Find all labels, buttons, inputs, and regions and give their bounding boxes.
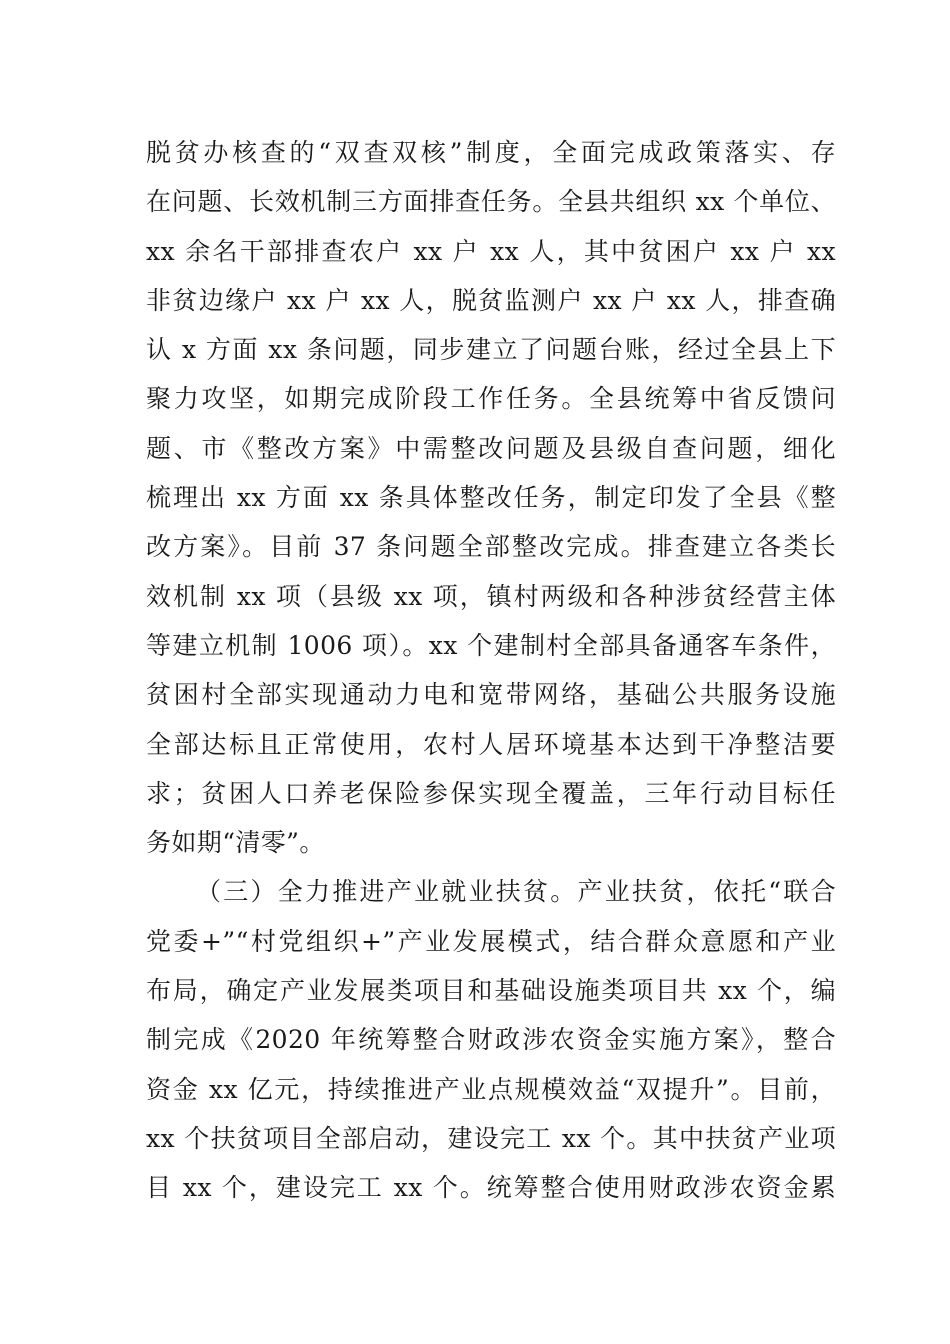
text-line: 目 xx 个，建设完工 xx 个。统筹整合使用财政涉农资金累 [146, 1173, 836, 1203]
text-line: 认 x 方面 xx 条问题，同步建立了问题台账，经过全县上下 [146, 335, 836, 365]
text-line: 制完成《2020 年统筹整合财政涉农资金实施方案》，整合 [146, 1025, 836, 1055]
text-line: 题、市《整改方案》中需整改问题及县级自查问题，细化 [146, 433, 836, 463]
text-line: 布局，确定产业发展类项目和基础设施类项目共 xx 个，编 [146, 976, 836, 1006]
text-line: 效机制 xx 项（县级 xx 项，镇村两级和各种涉贫经营主体 [146, 581, 836, 611]
text-line: 全部达标且正常使用，农村人居环境基本达到干净整洁要 [146, 729, 836, 759]
text-line: xx 个扶贫项目全部启动，建设完工 xx 个。其中扶贫产业项 [146, 1123, 836, 1153]
text-line: 聚力攻坚，如期完成阶段工作任务。全县统筹中省反馈问 [146, 384, 836, 414]
section-heading-line: （三）全力推进产业就业扶贫。产业扶贫，依托“联合 [196, 877, 836, 907]
text-line: 资金 xx 亿元，持续推进产业点规模效益“双提升”。目前， [146, 1074, 836, 1104]
text-line: 务如期“清零”。 [146, 828, 325, 858]
text-line: 改方案》。目前 37 条问题全部整改完成。排查建立各类长 [146, 532, 836, 562]
text-line: 贫困村全部实现通动力电和宽带网络，基础公共服务设施 [146, 680, 836, 710]
text-line: 等建立机制 1006 项）。xx 个建制村全部具备通客车条件， [146, 630, 836, 660]
text-line: 党委+”“村党组织+”产业发展模式，结合群众意愿和产业 [146, 926, 836, 956]
text-line: 脱贫办核查的“双查双核”制度，全面完成政策落实、存 [146, 138, 836, 167]
text-line: xx 余名干部排查农户 xx 户 xx 人，其中贫困户 xx 户 xx [146, 236, 836, 266]
text-line: 非贫边缘户 xx 户 xx 人，脱贫监测户 xx 户 xx 人，排查确 [146, 285, 836, 315]
body-text [146, 128, 836, 1213]
text-line: 在问题、长效机制三方面排查任务。全县共组织 xx 个单位、 [146, 187, 836, 217]
text-line: 求；贫困人口养老保险参保实现全覆盖，三年行动目标任 [146, 778, 836, 808]
text-line: 梳理出 xx 方面 xx 条具体整改任务，制定印发了全县《整 [146, 483, 836, 513]
